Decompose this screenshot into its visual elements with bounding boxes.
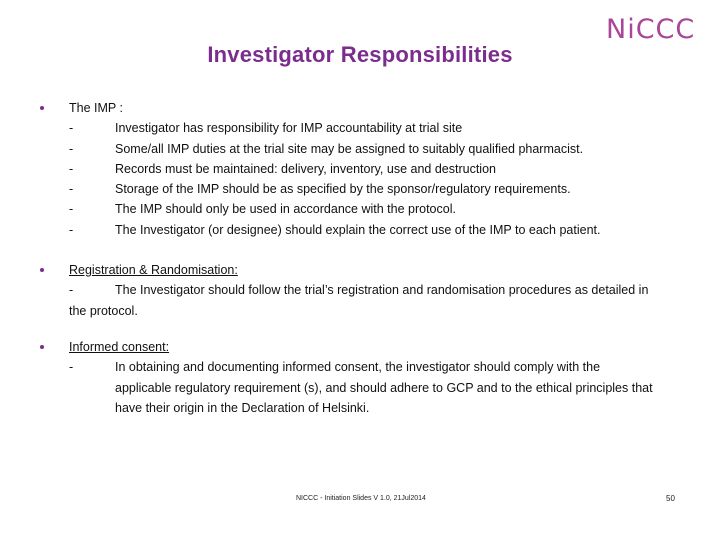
bullet-icon xyxy=(40,106,44,110)
list-item-continuation: applicable regulatory requirement (s), and should adhere to GCP and to the ethical principles that xyxy=(115,380,653,395)
list-item: - The Investigator (or designee) should explain the correct use of the IMP to each patient. xyxy=(69,222,601,237)
list-item: - Records must be maintained: delivery, inventory, use and destruction xyxy=(69,161,496,176)
niccc-logo: NiCCC xyxy=(606,14,696,45)
imp-heading: The IMP : xyxy=(69,101,123,115)
footer-text: NICCC - Initiation Slides V 1.0, 21Jul2014 xyxy=(296,495,426,502)
section-consent xyxy=(40,337,680,417)
registration-list xyxy=(69,280,680,321)
bullet-icon xyxy=(40,268,44,272)
list-item: - The IMP should only be used in accordance with the protocol. xyxy=(69,202,456,217)
list-item-continuation: have their origin in the Declaration of Helsinki. xyxy=(115,400,370,415)
list-item-continuation: the protocol. xyxy=(69,303,138,318)
imp-list xyxy=(69,118,680,240)
list-item: - Investigator has responsibility for IMP accountability at trial site xyxy=(69,121,463,136)
bullet-icon xyxy=(40,345,44,349)
list-item: - In obtaining and documenting informed consent, the investigator should comply with the xyxy=(69,360,601,375)
consent-list xyxy=(69,357,680,418)
registration-heading: Registration & Randomisation: xyxy=(69,263,238,277)
page-number: 50 xyxy=(666,494,675,503)
list-item: - The Investigator should follow the trial’s registration and randomisation procedures as detailed in xyxy=(69,283,649,298)
section-imp xyxy=(40,98,680,238)
list-item: - Storage of the IMP should be as specified by the sponsor/regulatory requirements. xyxy=(69,182,571,197)
slide-title: Investigator Responsibilities xyxy=(207,42,513,67)
section-registration xyxy=(40,260,680,320)
list-item: - Some/all IMP duties at the trial site may be assigned to suitably qualified pharmacist. xyxy=(69,141,584,156)
consent-heading: Informed consent: xyxy=(69,340,170,354)
